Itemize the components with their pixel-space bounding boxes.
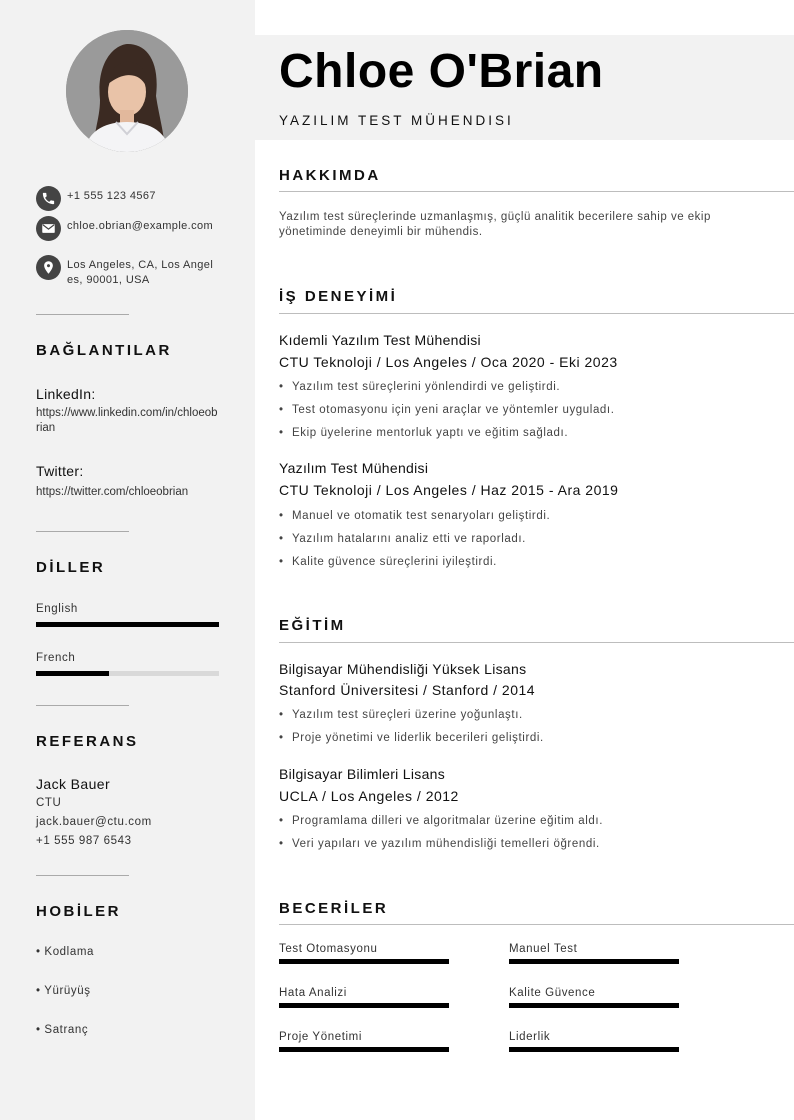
skill-bar — [279, 1047, 449, 1052]
bullet-item: • Test otomasyonu için yeni araçlar ve yöntemler uyguladı. — [279, 399, 615, 422]
skill-item — [279, 1031, 449, 1052]
full-name: Chloe O'Brian — [279, 45, 604, 98]
skill-item — [509, 987, 679, 1008]
language-bar — [36, 671, 219, 676]
section-divider — [279, 642, 794, 643]
reference-company: CTU — [36, 797, 62, 809]
twitter-label: Twitter: — [36, 463, 84, 479]
bullet-item: • Programlama dilleri ve algoritmalar üzerine eğitim aldı. — [279, 810, 603, 833]
skill-name: Hata Analizi — [279, 987, 347, 999]
hobby-item: • Yürüyüş — [36, 985, 91, 997]
skill-bar — [509, 1047, 679, 1052]
experience-details: CTU Teknoloji / Los Angeles / Haz 2015 - Ara 2019 — [279, 482, 619, 498]
section-divider — [279, 313, 794, 314]
skill-item — [279, 943, 449, 964]
linkedin-label: LinkedIn: — [36, 386, 96, 402]
skills-title: BECERİLER — [279, 900, 389, 917]
bullet-item: • Yazılım test süreçlerini yönlendirdi ve geliştirdi. — [279, 376, 615, 399]
experience-role: Kıdemli Yazılım Test Mühendisi — [279, 332, 481, 348]
references-title: REFERANS — [36, 733, 139, 750]
skill-name: Kalite Güvence — [509, 987, 596, 999]
linkedin-url[interactable]: https://www.linkedin.com/in/chloeobrian — [36, 407, 218, 434]
language-name: French — [36, 652, 76, 664]
hobby-item: • Satranç — [36, 1024, 89, 1036]
skill-name: Proje Yönetimi — [279, 1031, 362, 1043]
skill-bar-fill — [509, 959, 679, 964]
education-details: Stanford Üniversitesi / Stanford / 2014 — [279, 682, 536, 698]
contact-address — [36, 255, 226, 295]
hobby-item: • Kodlama — [36, 946, 95, 958]
phone-text: +1 555 123 4567 — [67, 190, 156, 202]
divider — [36, 314, 129, 315]
skill-bar-fill — [509, 1003, 679, 1008]
bullet-item: • Proje yönetimi ve liderlik becerileri geliştirdi. — [279, 727, 544, 750]
education-bullets — [279, 810, 603, 856]
skill-item — [279, 987, 449, 1008]
skill-name: Liderlik — [509, 1031, 551, 1043]
address-text: Los Angeles, CA, Los Angeles, 90001, USA — [67, 259, 214, 286]
skill-bar — [509, 959, 679, 964]
language-bar-fill — [36, 671, 109, 676]
languages-title: DİLLER — [36, 559, 106, 576]
skill-bar — [279, 1003, 449, 1008]
reference-email[interactable]: jack.bauer@ctu.com — [36, 816, 152, 828]
education-degree: Bilgisayar Mühendisliği Yüksek Lisans — [279, 661, 527, 677]
reference-name: Jack Bauer — [36, 776, 111, 792]
contact-phone — [36, 186, 226, 216]
language-bar-fill — [36, 622, 219, 627]
email-icon — [36, 216, 61, 241]
skill-bar — [509, 1003, 679, 1008]
skill-bar — [279, 959, 449, 964]
language-bar — [36, 622, 219, 627]
bullet-item: • Veri yapıları ve yazılım mühendisliği temelleri öğrendi. — [279, 833, 603, 856]
divider — [36, 531, 129, 532]
skill-bar-fill — [279, 959, 449, 964]
language-name: English — [36, 603, 78, 615]
bullet-item: • Ekip üyelerine mentorluk yaptı ve eğitim sağladı. — [279, 422, 615, 445]
experience-bullets — [279, 505, 550, 574]
education-bullets — [279, 704, 544, 750]
bullet-item: • Yazılım test süreçleri üzerine yoğunlaştı. — [279, 704, 544, 727]
divider — [36, 875, 129, 876]
skill-bar-fill — [279, 1047, 449, 1052]
experience-bullets — [279, 376, 615, 445]
job-title: YAZILIM TEST MÜHENDISI — [279, 113, 514, 128]
sidebar — [0, 0, 255, 1120]
skill-name: Manuel Test — [509, 943, 578, 955]
skill-item — [509, 1031, 679, 1052]
skill-bar-fill — [509, 1047, 679, 1052]
reference-phone: +1 555 987 6543 — [36, 835, 132, 847]
bullet-item: • Yazılım hatalarını analiz etti ve raporladı. — [279, 528, 550, 551]
bullet-item: • Manuel ve otomatik test senaryoları geliştirdi. — [279, 505, 550, 528]
education-details: UCLA / Los Angeles / 2012 — [279, 788, 459, 804]
education-degree: Bilgisayar Bilimleri Lisans — [279, 766, 446, 782]
location-pin-icon — [36, 255, 61, 280]
skill-bar-fill — [279, 1003, 449, 1008]
twitter-url[interactable]: https://twitter.com/chloeobrian — [36, 486, 189, 498]
phone-icon — [36, 186, 61, 211]
bullet-item: • Kalite güvence süreçlerini iyileştirdi. — [279, 551, 550, 574]
experience-details: CTU Teknoloji / Los Angeles / Oca 2020 - Eki 2023 — [279, 354, 618, 370]
profile-photo-icon — [66, 30, 188, 152]
section-divider — [279, 924, 794, 925]
experience-role: Yazılım Test Mühendisi — [279, 460, 429, 476]
skill-name: Test Otomasyonu — [279, 943, 378, 955]
education-title: EĞİTİM — [279, 617, 346, 634]
section-divider — [279, 191, 794, 192]
about-title: HAKKIMDA — [279, 167, 381, 184]
contact-email — [36, 216, 226, 256]
about-text: Yazılım test süreçlerinde uzmanlaşmış, güçlü analitik becerilere sahip ve ekip yönetiminde deneyimli bir mühendis. — [279, 211, 711, 238]
hobbies-title: HOBİLER — [36, 903, 121, 920]
email-text[interactable]: chloe.obrian@example.com — [67, 220, 214, 232]
skill-item — [509, 943, 679, 964]
experience-title: İŞ DENEYİMİ — [279, 288, 398, 305]
links-title: BAĞLANTILAR — [36, 342, 172, 359]
divider — [36, 705, 129, 706]
avatar — [66, 30, 188, 152]
